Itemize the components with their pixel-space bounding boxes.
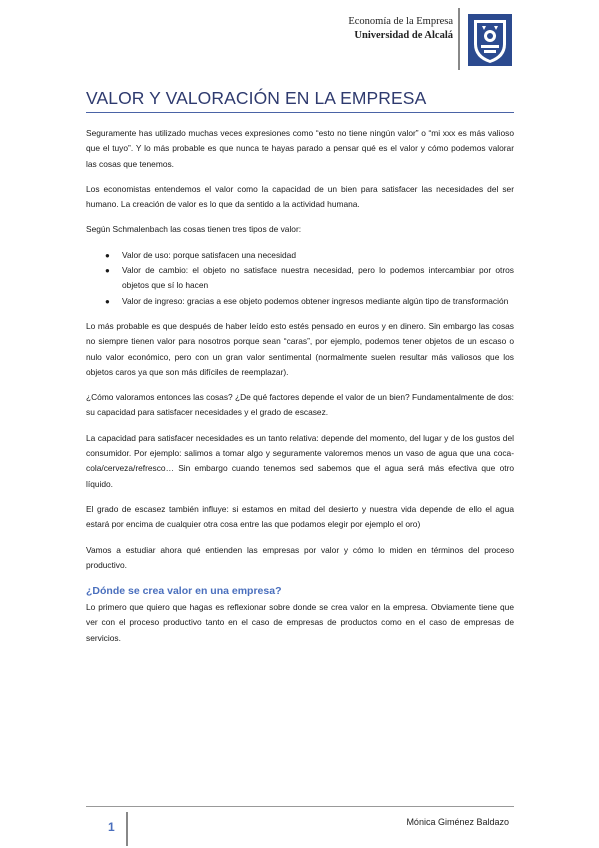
paragraph: Lo más probable es que después de haber leído esto estés pensado en euros y en dinero. Sin embargo las cosas no siempre tienen valor para nosotros porque sean “caras”, por ejemplo, podemos tener objetos de un escaso o nulo valor económico, pero con un gran valor sentimental (normalmente suelen resultar más valiosos que los objetos caros ya que son más difíciles de reemplazar). xyxy=(86,320,514,377)
footer-divider xyxy=(86,806,514,807)
title-underline xyxy=(86,112,514,113)
logo-emblem-center xyxy=(487,33,493,39)
bullet-icon: ● xyxy=(105,250,110,260)
paragraph: Vamos a estudiar ahora qué entienden las empresas por valor y cómo lo miden en términos del proceso productivo. xyxy=(86,544,514,570)
footer-author: Mónica Giménez Baldazo xyxy=(406,817,509,827)
list-item xyxy=(105,294,514,309)
header-course: Economía de la Empresa xyxy=(348,16,453,27)
list-item-text: Valor de cambio: el objeto no satisface nuestra necesidad, pero lo podemos intercambiar por otros objetos que sí lo hacen xyxy=(122,265,514,291)
logo-bar-small xyxy=(484,50,496,53)
university-logo xyxy=(468,14,512,66)
logo-bar xyxy=(481,45,499,48)
list-item xyxy=(105,263,514,294)
bullet-icon: ● xyxy=(105,296,110,306)
document-title: VALOR Y VALORACIÓN EN LA EMPRESA xyxy=(86,88,427,108)
bullet-icon: ● xyxy=(105,266,110,276)
list-item-text: Valor de ingreso: gracias a ese objeto podemos obtener ingresos mediante algún tipo de transformación xyxy=(122,295,509,306)
page-number: 1 xyxy=(108,820,115,834)
document-body xyxy=(86,126,514,656)
list-item xyxy=(105,248,514,263)
footer-vertical-divider xyxy=(126,812,128,846)
list-item-text: Valor de uso: porque satisfacen una necesidad xyxy=(122,249,296,260)
header-divider xyxy=(458,8,460,70)
paragraph: ¿Cómo valoramos entonces las cosas? ¿De qué factores depende el valor de un bien? Fundamentalmente de dos: su capacidad para satisfacer necesidades y el grado de escasez. xyxy=(86,392,514,418)
page-header xyxy=(348,15,453,43)
paragraph: Los economistas entendemos el valor como la capacidad de un bien para satisfacer las necesidades del ser humano. La creación de valor es lo que da sentido a la actividad humana. xyxy=(86,183,514,210)
paragraph: La capacidad para satisfacer necesidades es un tanto relativa: depende del momento, del lugar y de los gustos del consumidor. Por ejemplo: salimos a tomar algo y seguramente valoremos menos un vaso de agua que una coca-cola/cerveza/refresco… Sin embargo cuando tenemos sed sabemos que el agua será más efectiva que otro líquido. xyxy=(86,432,514,489)
paragraph: Lo primero que quiero que hagas es reflexionar sobre donde se crea valor en la empresa. Obviamente tiene que ver con el proceso productivo tanto en el caso de empresas de productos como en el caso de empresas de servicios. xyxy=(86,602,514,643)
paragraph: El grado de escasez también influye: si estamos en mitad del desierto y nuestra vida depende de ello el agua estará por encima de cualquier otra cosa entre las que podamos elegir por ejemplo el oro) xyxy=(86,503,514,530)
header-university: Universidad de Alcalá xyxy=(354,30,453,41)
section-heading: ¿Dónde se crea valor en una empresa? xyxy=(86,585,282,598)
paragraph: Según Schmalenbach las cosas tienen tres tipos de valor: xyxy=(86,224,302,235)
value-types-list xyxy=(86,248,514,309)
paragraph: Seguramente has utilizado muchas veces expresiones como “esto no tiene ningún valor” o “mi xxx es más valioso que el tuyo”. Y lo más probable es que nunca te hayas parado a pensar qué es el valor y cómo podemos valorar las cosas que tenemos. xyxy=(86,128,514,169)
